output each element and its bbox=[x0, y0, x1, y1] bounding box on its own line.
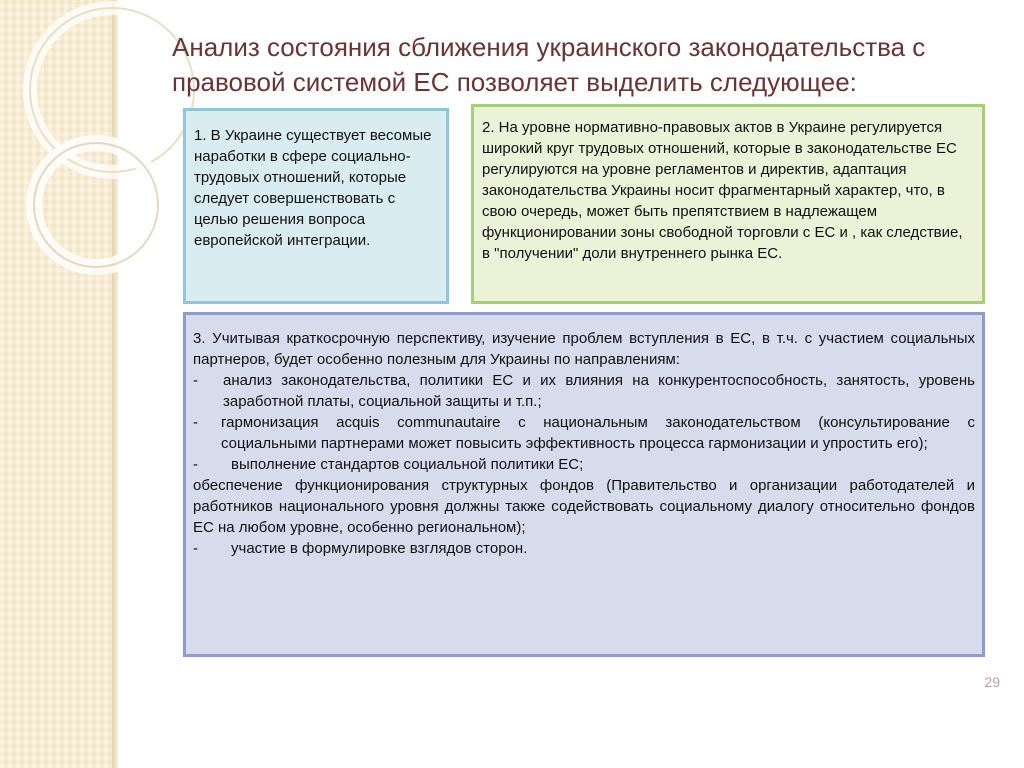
bullet-dash: - bbox=[193, 456, 198, 473]
list-item-text: участие в формулировке взглядов сторон. bbox=[231, 540, 528, 557]
info-box-2 bbox=[471, 104, 985, 304]
page-number: 29 bbox=[984, 674, 1000, 690]
info-box-2-text: 2. На уровне нормативно-правовых актов в Украине регулируется широкий круг трудовых отношений, которые в законодательстве ЕС регулируются на уровне регламентов и директив, адаптация законодательства Украины носит фрагментарный характер, что, в свою очередь, может быть препятствием в надлежащем функционировании зоны свободной торговли с ЕС и , как следствие, в "получении" доли внутреннего рынка ЕС. bbox=[482, 119, 963, 262]
info-box-1 bbox=[183, 108, 449, 304]
bullet-dash: - bbox=[193, 540, 198, 557]
list-item bbox=[193, 412, 975, 454]
list-item-text: выполнение стандартов социальной политики ЕС; bbox=[231, 456, 584, 473]
list-item bbox=[193, 454, 975, 475]
info-box-3-intro: 3. Учитывая краткосрочную перспективу, изучение проблем вступления в ЕС, в т.ч. с участием социальных партнеров, будет особенно полезным для Украины по направлениям: bbox=[193, 330, 975, 368]
list-item-text: анализ законодательства, политики ЕС и их влияния на конкурентоспособность, занятость, уровень заработной платы, социальной защиты и т.п.; bbox=[223, 372, 975, 410]
bullet-dash: - bbox=[193, 414, 198, 431]
list-item bbox=[193, 370, 975, 412]
decorative-rings bbox=[0, 0, 200, 340]
list-item bbox=[193, 538, 975, 559]
bullet-dash: - bbox=[193, 372, 198, 389]
slide-title: Анализ состояния сближения украинского законодательства с правовой системой ЕС позволяет выделить следующее: bbox=[172, 32, 926, 97]
info-box-1-text: 1. В Украине существует весомые наработки в сфере социально-трудовых отношений, которые следует совершенствовать с целью решения вопроса европейской интеграции. bbox=[194, 127, 432, 249]
info-box-3-extra: обеспечение функционирования структурных фондов (Правительство и организации работодателей и работников национального уровня должны также содействовать социальному диалогу относительно фондов ЕС на любом уровне, особенно региональном); bbox=[193, 477, 975, 536]
list-item-text: гармонизация acquis communautaire с национальным законодательством (консультирование с социальными партнерами может повысить эффективность процесса гармонизации и упростить его); bbox=[221, 414, 975, 452]
info-box-3 bbox=[183, 312, 985, 657]
